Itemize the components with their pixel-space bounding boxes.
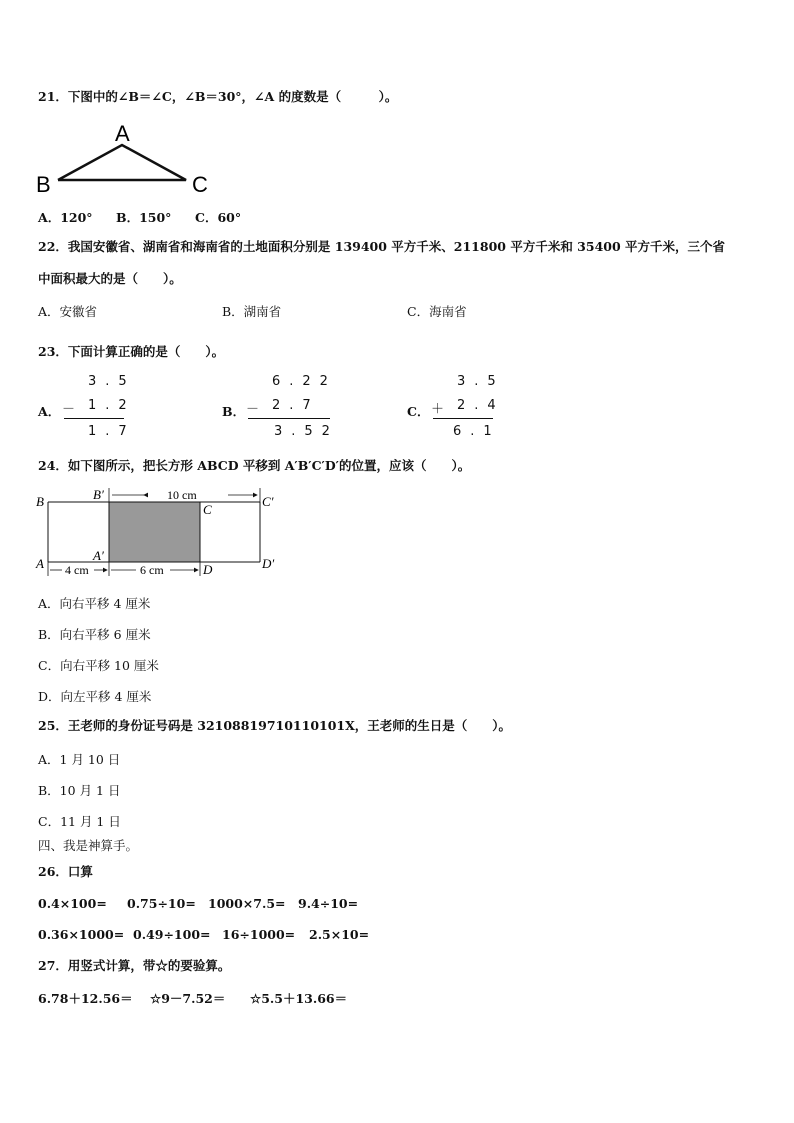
- calc-mid: 2.4: [457, 398, 505, 413]
- q26-item: 0.36×1000=: [38, 927, 125, 942]
- calc-operator: ＋: [431, 402, 454, 417]
- calc-result: 6.1: [453, 424, 501, 439]
- q23-stem: 23．下面计算正确的是（ ）。: [38, 344, 225, 359]
- translation-figure: [32, 486, 292, 578]
- q24-option-d[interactable]: D．向左平移 4 厘米: [38, 689, 152, 704]
- calc-top: 3.5: [457, 374, 505, 389]
- vertex-b: B: [36, 172, 51, 197]
- q21-option-a[interactable]: A．120°: [38, 210, 93, 225]
- dim-mid-bottom-label: 6 cm: [140, 563, 164, 577]
- calc-top: 3.5: [88, 374, 136, 389]
- q22-option-b[interactable]: B．湖南省: [222, 304, 282, 319]
- q26-item: 0.49÷100=: [133, 927, 211, 942]
- q26-item: 9.4÷10=: [298, 896, 359, 911]
- calc-line: [248, 418, 330, 419]
- label-b-prime: B′: [93, 487, 104, 502]
- q24-stem: 24．如下图所示，把长方形 ABCD 平移到 A′B′C′D′的位置，应该（ ）。: [38, 458, 471, 473]
- q24-option-a[interactable]: A．向右平移 4 厘米: [38, 596, 151, 611]
- q25-stem: 25．王老师的身份证号码是 32108819710110101X，王老师的生日是（ ）。: [38, 718, 512, 733]
- calc-mid: 2.7: [272, 398, 320, 413]
- q25-option-b[interactable]: B．10 月 1 日: [38, 783, 121, 798]
- q24-option-c[interactable]: C．向右平移 10 厘米: [38, 658, 159, 673]
- q25-option-c[interactable]: C．11 月 1 日: [38, 814, 121, 829]
- dim-top-label: 10 cm: [167, 488, 197, 502]
- q23-option-c-calc: [429, 374, 505, 444]
- q21-option-c[interactable]: C．60°: [195, 210, 242, 225]
- q26-item: 1000×7.5=: [208, 896, 286, 911]
- calc-line: [64, 418, 124, 419]
- q26-stem: 26．口算: [38, 864, 93, 879]
- calc-operator: －: [246, 402, 269, 417]
- q27-item: 6.78＋12.56＝: [38, 991, 133, 1006]
- label-c-prime: C′: [262, 494, 274, 509]
- label-b: B: [36, 494, 44, 509]
- q22-option-a[interactable]: A．安徽省: [38, 304, 98, 319]
- calc-result: 3.52: [274, 424, 339, 439]
- q22-stem-line2: 中面积最大的是（ ）。: [38, 271, 182, 286]
- calc-line: [433, 418, 493, 419]
- q26-item: 0.4×100=: [38, 896, 107, 911]
- q23-option-c-label[interactable]: C．: [407, 404, 430, 419]
- q22-stem-line1: 22．我国安徽省、湖南省和海南省的土地面积分别是 139400 平方千米、211800 平方千米和 35400 平方千米，三个省: [38, 239, 726, 254]
- vertex-a: A: [115, 121, 130, 146]
- calc-operator: －: [62, 402, 85, 417]
- label-a: A: [36, 556, 44, 571]
- label-c: C: [203, 502, 212, 517]
- q23-option-b-label[interactable]: B．: [222, 404, 246, 419]
- q23-option-a-calc: [60, 374, 136, 444]
- label-a-prime: A′: [93, 548, 104, 563]
- calc-top: 6.22: [272, 374, 337, 389]
- q27-stem: 27．用竖式计算，带☆的要验算。: [38, 958, 231, 973]
- section-4-title: 四、我是神算手。: [38, 838, 139, 853]
- q27-item: ☆5.5＋13.66＝: [250, 991, 348, 1006]
- q21-option-b[interactable]: B．150°: [116, 210, 172, 225]
- q23-option-b-calc: [244, 374, 339, 444]
- q25-option-a[interactable]: A．1 月 10 日: [38, 752, 121, 767]
- label-d-prime: D′: [262, 556, 275, 571]
- shaded-rectangle: [109, 502, 200, 562]
- q21-stem: 21．下图中的∠B＝∠C，∠B＝30°，∠A 的度数是（ ）。: [38, 89, 398, 104]
- q22-option-c[interactable]: C．海南省: [407, 304, 467, 319]
- q26-item: 0.75÷10=: [127, 896, 196, 911]
- calc-result: 1.7: [88, 424, 136, 439]
- q24-option-b[interactable]: B．向右平移 6 厘米: [38, 627, 151, 642]
- vertex-c: C: [192, 172, 208, 197]
- q23-option-a-label[interactable]: A．: [38, 404, 61, 419]
- triangle-figure: [32, 120, 222, 200]
- q26-item: 16÷1000=: [222, 927, 296, 942]
- q27-item: ☆9－7.52＝: [150, 991, 226, 1006]
- label-d: D: [203, 562, 213, 577]
- q26-item: 2.5×10=: [309, 927, 370, 942]
- dim-left-bottom-label: 4 cm: [65, 563, 89, 577]
- triangle-shape: [58, 145, 186, 180]
- calc-mid: 1.2: [88, 398, 136, 413]
